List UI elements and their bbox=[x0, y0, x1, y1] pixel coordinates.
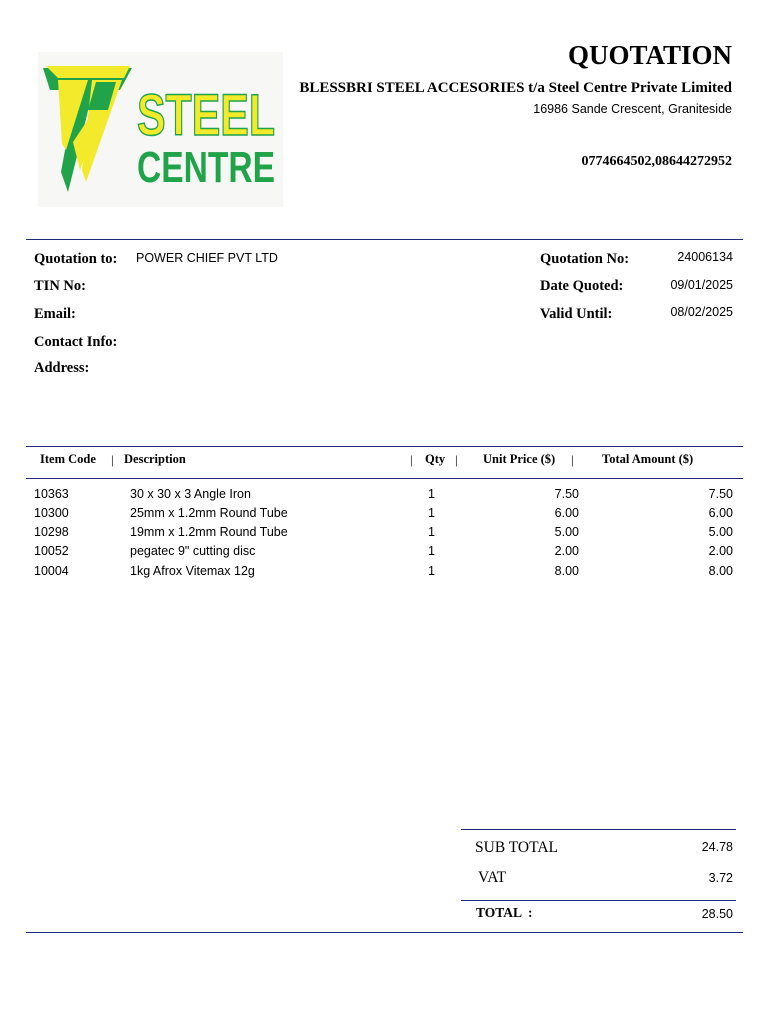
col-separator: | bbox=[455, 452, 458, 467]
row-qty: 1 bbox=[428, 564, 435, 578]
col-separator: | bbox=[571, 452, 574, 467]
row-total: 8.00 bbox=[708, 564, 733, 578]
row-unit-price: 5.00 bbox=[554, 525, 579, 539]
row-description: 1kg Afrox Vitemax 12g bbox=[130, 564, 255, 578]
row-qty: 1 bbox=[428, 506, 435, 520]
totals-mid-rule bbox=[461, 900, 736, 901]
row-item-code: 10004 bbox=[34, 564, 69, 578]
logo-line1: STEEL bbox=[137, 83, 275, 148]
row-unit-price: 6.00 bbox=[554, 506, 579, 520]
row-item-code: 10052 bbox=[34, 544, 69, 558]
col-item-code: Item Code bbox=[40, 452, 96, 466]
quotation-to-value: POWER CHIEF PVT LTD bbox=[136, 251, 278, 265]
valid-until-value: 08/02/2025 bbox=[670, 305, 733, 319]
row-description: 25mm x 1.2mm Round Tube bbox=[130, 506, 288, 520]
vat-value: 3.72 bbox=[708, 871, 733, 885]
date-quoted-value: 09/01/2025 bbox=[670, 278, 733, 292]
row-qty: 1 bbox=[428, 544, 435, 558]
bottom-rule bbox=[26, 932, 743, 933]
row-item-code: 10298 bbox=[34, 525, 69, 539]
row-unit-price: 7.50 bbox=[554, 487, 579, 501]
email-label: Email: bbox=[34, 306, 76, 322]
valid-until-label: Valid Until: bbox=[540, 306, 613, 322]
document-title: QUOTATION bbox=[567, 40, 732, 70]
col-description: Description bbox=[124, 452, 186, 466]
tin-label: TIN No: bbox=[34, 278, 86, 294]
row-unit-price: 8.00 bbox=[554, 564, 579, 578]
logo-line2: CENTRE bbox=[137, 143, 275, 192]
row-description: pegatec 9" cutting disc bbox=[130, 544, 256, 558]
table-header-rule bbox=[26, 478, 743, 479]
table-top-rule bbox=[26, 446, 743, 447]
row-unit-price: 2.00 bbox=[554, 544, 579, 558]
col-separator: | bbox=[111, 452, 114, 467]
col-unit-price: Unit Price ($) bbox=[483, 452, 556, 466]
contact-info-label: Contact Info: bbox=[34, 334, 118, 350]
subtotal-label: SUB TOTAL bbox=[475, 839, 559, 856]
col-total-amount: Total Amount ($) bbox=[602, 452, 694, 466]
quotation-no-value: 24006134 bbox=[677, 250, 733, 264]
row-item-code: 10363 bbox=[34, 487, 69, 501]
row-item-code: 10300 bbox=[34, 506, 69, 520]
address-label: Address: bbox=[34, 360, 90, 376]
row-description: 30 x 30 x 3 Angle Iron bbox=[130, 487, 251, 501]
company-phone: 0774664502,08644272952 bbox=[581, 154, 732, 169]
vat-label: VAT bbox=[478, 869, 507, 886]
company-address: 16986 Sande Crescent, Graniteside bbox=[533, 102, 732, 116]
row-total: 2.00 bbox=[708, 544, 733, 558]
company-name: BLESSBRI STEEL ACCESORIES t/a Steel Centre Private Limited bbox=[299, 80, 732, 96]
col-separator: | bbox=[410, 452, 413, 467]
row-description: 19mm x 1.2mm Round Tube bbox=[130, 525, 288, 539]
quotation-to-label: Quotation to: bbox=[34, 251, 118, 267]
date-quoted-label: Date Quoted: bbox=[540, 278, 624, 294]
totals-top-rule bbox=[461, 829, 736, 830]
row-qty: 1 bbox=[428, 487, 435, 501]
quotation-no-label: Quotation No: bbox=[540, 251, 630, 267]
row-qty: 1 bbox=[428, 525, 435, 539]
company-logo bbox=[38, 52, 283, 207]
subtotal-value: 24.78 bbox=[701, 840, 733, 854]
total-label: TOTAL : bbox=[476, 905, 533, 920]
row-total: 7.50 bbox=[708, 487, 733, 501]
col-qty: Qty bbox=[425, 452, 446, 466]
divider bbox=[26, 239, 743, 240]
row-total: 6.00 bbox=[708, 506, 733, 520]
row-total: 5.00 bbox=[708, 525, 733, 539]
total-value: 28.50 bbox=[701, 907, 733, 921]
